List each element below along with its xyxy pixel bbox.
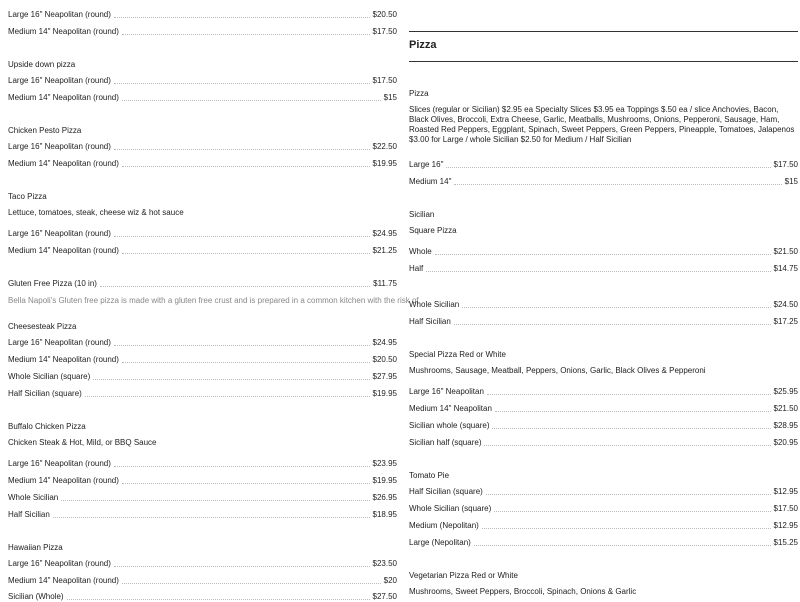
item-title-buffalo: Buffalo Chicken Pizza [8,422,86,431]
item-title-cheesesteak: Cheesesteak Pizza [8,322,77,331]
menu-item: Half $14.75 [409,264,798,273]
item-title-upside-down: Upside down pizza [8,60,76,69]
menu-item: Whole $21.50 [409,247,798,256]
menu-item: Medium 14" $15 [409,177,798,186]
menu-item: Large (Nepolitan) $15.25 [409,538,798,547]
item-title-sicilian: Sicilian [409,210,435,219]
menu-item: Large 16" Neapolitan (round) $22.50 [8,142,397,151]
item-title-vegetarian: Vegetarian Pizza Red or White [409,571,518,580]
item-description-clipped: Bella Napoli's Gluten free pizza is made with a gluten free crust and is prepared in a common kitchen with the risk of [8,296,419,305]
menu-item: Whole Sicilian $24.50 [409,300,798,309]
menu-item: Large 16" Neapolitan (round) $24.95 [8,229,397,238]
menu-item: Medium 14" Neapolitan (round) $19.95 [8,476,397,485]
menu-item: Large 16" Neapolitan $25.95 [409,387,798,396]
menu-item: Medium (Nepolitan) $12.95 [409,521,798,530]
menu-item: Large 16" Neapolitan (round) $17.50 [8,76,397,85]
menu-item: Gluten Free Pizza (10 in) $11.75 [8,279,397,288]
menu-item: Medium 14" Neapolitan (round) $15 [8,93,397,102]
item-title-pizza: Pizza [409,89,429,98]
menu-item: Half Sicilian $17.25 [409,317,798,326]
menu-item: Sicilian whole (square) $28.95 [409,421,798,430]
menu-item: Sicilian (Whole) $27.50 [8,592,397,601]
menu-item: Medium 14" Neapolitan (round) $17.50 [8,27,397,36]
menu-item: Large 16" Neapolitan (round) $23.95 [8,459,397,468]
item-description: Lettuce, tomatoes, steak, cheese wiz & hot sauce [8,208,184,217]
menu-item: Medium 14" Neapolitan (round) $21.25 [8,246,397,255]
menu-item: Large 16" Neapolitan (round) $23.50 [8,559,397,568]
menu-item: Half Sicilian $18.95 [8,510,397,519]
item-title-hawaiian: Hawaiian Pizza [8,543,63,552]
menu-item: Whole Sicilian (square) $27.95 [8,372,397,381]
item-description: Slices (regular or Sicilian) $2.95 ea Specialty Slices $3.95 ea Toppings $.50 ea / slice Anchovies, Bacon, Black Olives, Broccoli, Extra Cheese, Garlic, Meatballs, Mushrooms, Onions, Pepperoni, Sausage, Ham, Roasted Red Peppers, Eggplant, Spinach, Sweet Peppers, Green Peppers, Pineapple, Tomatoes, Jalapenos $3.00 for Large / whole Sicilian $2.50 for Medium / Half Sicilian [409,105,795,144]
menu-item: Large 16" $17.50 [409,160,798,169]
item-description: Mushrooms, Sweet Peppers, Broccoli, Spinach, Onions & Garlic [409,587,637,596]
menu-item: Half Sicilian (square) $12.95 [409,487,798,496]
item-description: Chicken Steak & Hot, Mild, or BBQ Sauce [8,438,157,447]
item-title-taco: Taco Pizza [8,192,47,201]
menu-item: Large 16" Neapolitan (round) $24.95 [8,338,397,347]
menu-item: Half Sicilian (square) $19.95 [8,389,397,398]
menu-item: Sicilian half (square) $20.95 [409,438,798,447]
section-title: Pizza [409,39,437,51]
item-description: Mushrooms, Sausage, Meatball, Peppers, Onions, Garlic, Black Olives & Pepperoni [409,366,706,375]
menu-item: Medium 14" Neapolitan (round) $20.50 [8,355,397,364]
item-subtitle: Square Pizza [409,226,457,235]
menu-item: Medium 14" Neapolitan $21.50 [409,404,798,413]
menu-item: Whole Sicilian $26.95 [8,493,397,502]
menu-item: Large 16" Neapolitan (round) $20.50 [8,10,397,19]
menu-item: Medium 14" Neapolitan (round) $19.95 [8,159,397,168]
section-header [409,31,798,62]
menu-item: Medium 14" Neapolitan (round) $20 [8,576,397,585]
menu-item: Whole Sicilian (square) $17.50 [409,504,798,513]
item-title-chicken-pesto: Chicken Pesto Pizza [8,126,82,135]
item-title-special: Special Pizza Red or White [409,350,506,359]
item-title-tomato-pie: Tomato Pie [409,471,450,480]
